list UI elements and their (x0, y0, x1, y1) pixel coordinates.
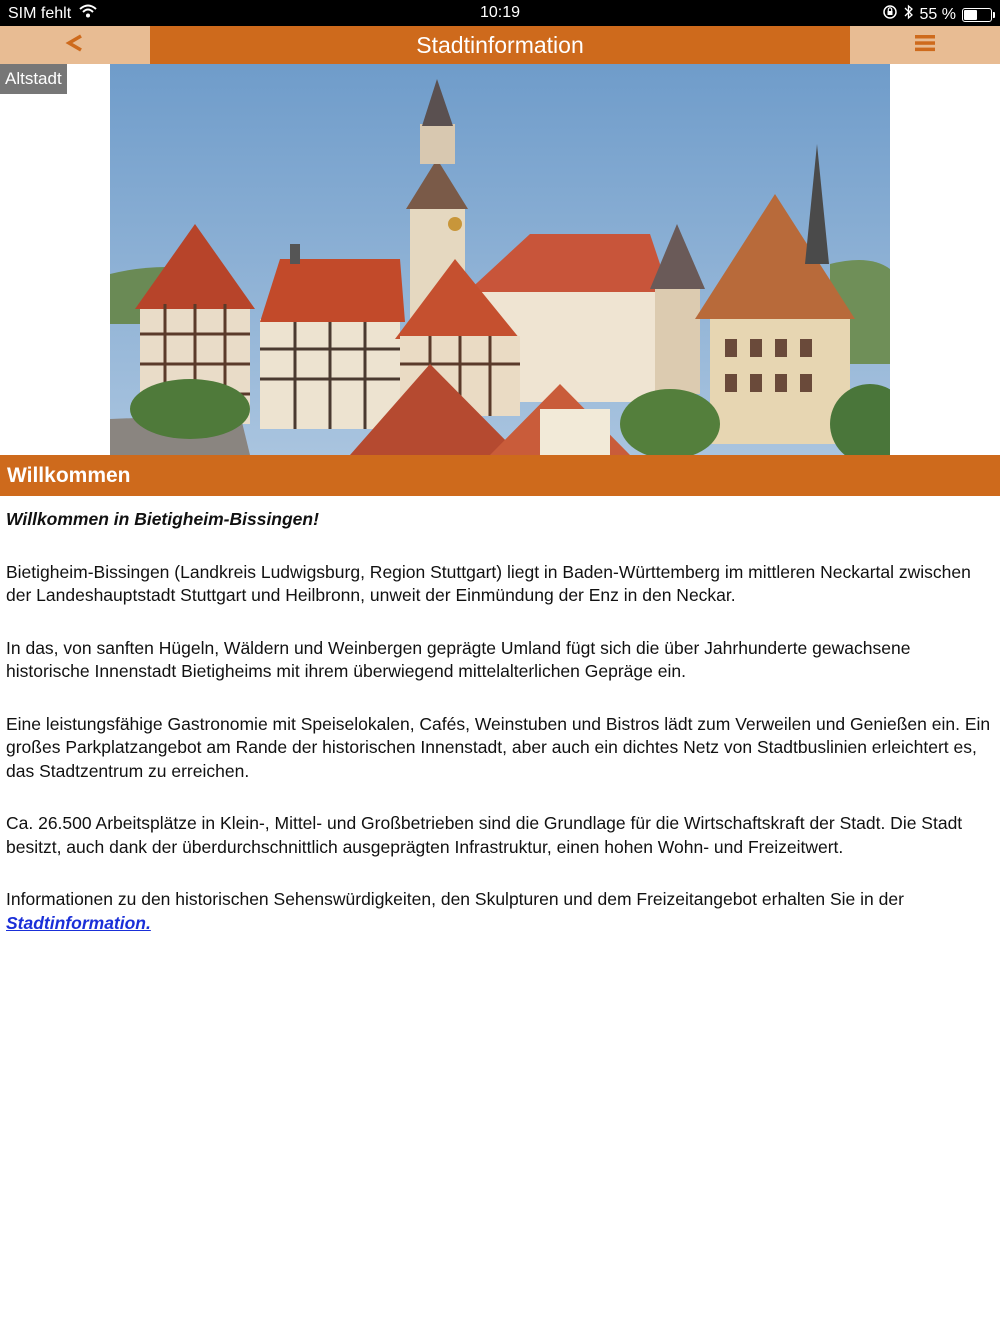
paragraph: Ca. 26.500 Arbeitsplätze in Klein-, Mittel- und Großbetrieben sind die Grundlage für die Wirtschaftskraft der Stadt. Die Stadt besitzt, auch dank der überdurchschnittlich ausgeprägten Infrastruktur, einen hohen Wohn- und Freizeitwert. (6, 813, 963, 857)
orientation-lock-icon (882, 4, 898, 25)
paragraph: In das, von sanften Hügeln, Wäldern und Weinbergen geprägte Umland fügt sich die über Jahrhunderte gewachsene historische Innenstadt Bietigheims mit ihrem überwiegend mittelalterlichen Gepräge ein. (6, 637, 911, 681)
battery-text: 55 % (919, 5, 956, 23)
back-button[interactable] (0, 26, 150, 64)
section-header (0, 455, 1000, 496)
paragraph-with-link (6, 888, 994, 935)
image-caption: Altstadt (0, 64, 67, 94)
paragraph: Bietigheim-Bissingen (Landkreis Ludwigsburg, Region Stuttgart) liegt in Baden-Württemberg im mittleren Neckartal zwischen der Landeshauptstadt Stuttgart und Heilbronn, unweit der Einmündung der Enz in den Neckar. (6, 561, 971, 605)
battery-icon (962, 8, 992, 22)
page-title: Stadtinformation (416, 32, 584, 58)
status-right (882, 4, 992, 25)
section-title: Willkommen (7, 464, 131, 487)
navigation-bar (0, 26, 1000, 64)
paragraph-text: Informationen zu den historischen Sehenswürdigkeiten, den Skulpturen und dem Freizeitangebot erhalten Sie in der (6, 889, 904, 909)
paragraph: Eine leistungsfähige Gastronomie mit Speiselokalen, Cafés, Weinstuben und Bistros lädt zum Verweilen und Genießen ein. Ein großes Parkplatzangebot am Rande der historischen Innenstadt, aber auch ein dichtes Netz von Stadtbuslinien erleichtert es, das Stadtzentrum zu erreichen. (6, 713, 991, 781)
clock: 10:19 (479, 4, 521, 21)
menu-button[interactable] (850, 26, 1000, 64)
back-arrow-icon (65, 33, 85, 58)
content-body (6, 508, 994, 964)
hamburger-menu-icon (914, 34, 936, 57)
stadtinformation-link[interactable]: Stadtinformation. (6, 912, 151, 933)
old-town-photo (110, 64, 890, 455)
intro-heading: Willkommen in Bietigheim-Bissingen! (6, 509, 319, 529)
bluetooth-icon (904, 4, 914, 25)
status-bar (0, 0, 1000, 26)
carrier-text: SIM fehlt (8, 4, 72, 22)
